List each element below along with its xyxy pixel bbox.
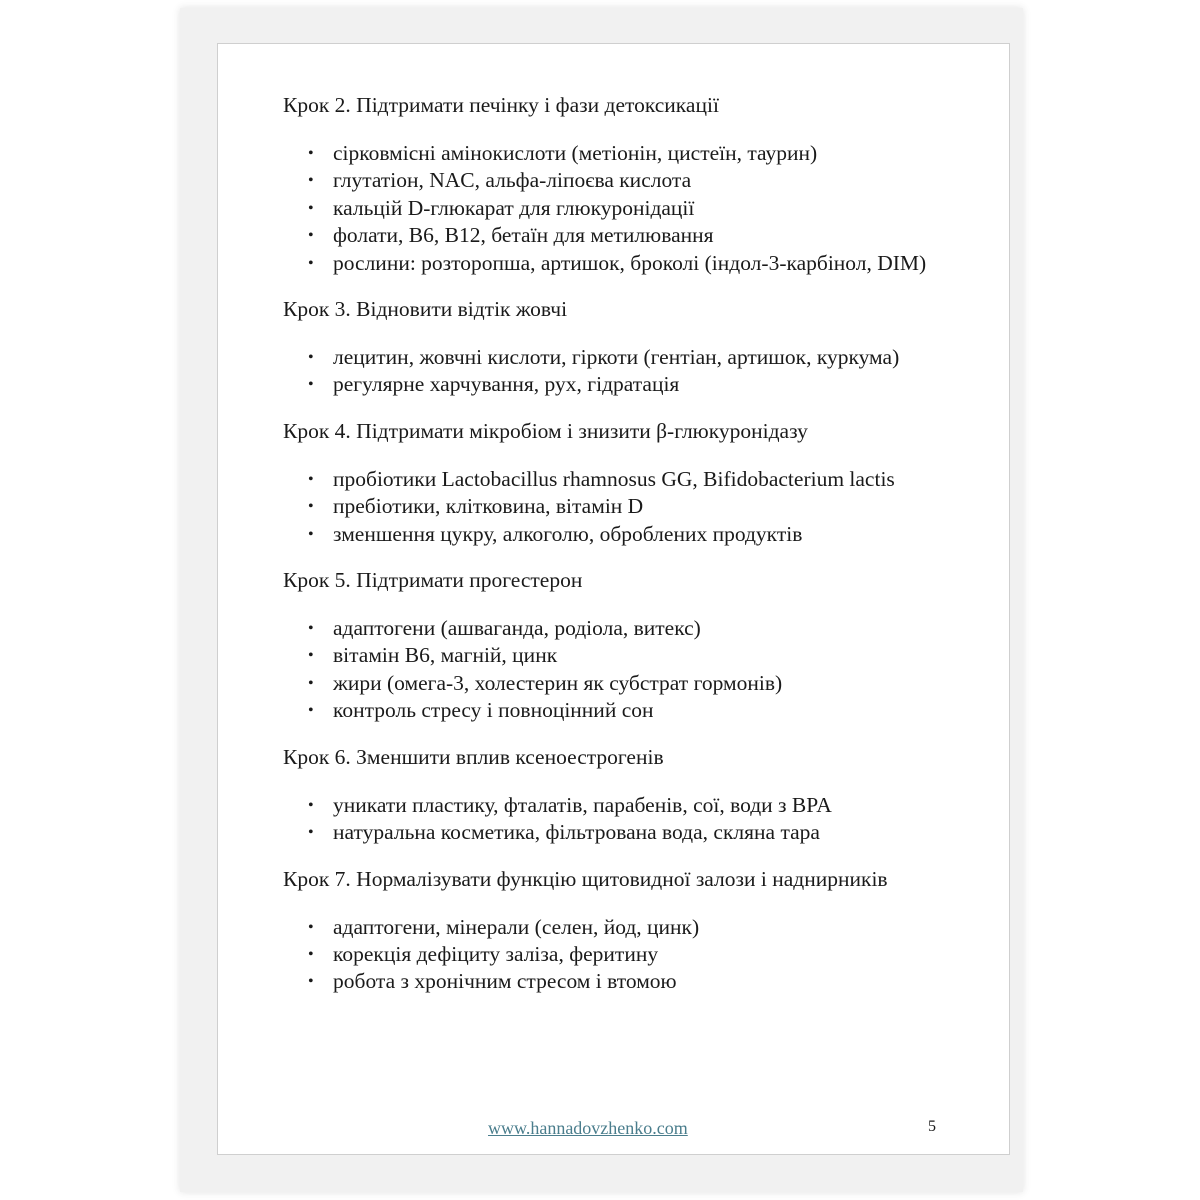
page-number: 5: [928, 1118, 936, 1135]
bullet-icon: •: [308, 525, 314, 543]
document-body: [283, 91, 937, 1014]
bullet-icon: •: [308, 796, 314, 814]
list-item: • уникати пластику, фталатів, парабенів, сої, води з BPA: [283, 792, 937, 819]
bullet-icon: •: [308, 254, 314, 272]
list-item: • лецитин, жовчні кислоти, гіркоти (гентіан, артишок, куркума): [283, 344, 937, 371]
step-6-heading: Крок 6. Зменшити вплив ксеноестрогенів: [283, 744, 664, 769]
list-item: • фолати, B6, B12, бетаїн для метилювання: [283, 222, 937, 249]
bullet-icon: •: [308, 674, 314, 692]
bullet-icon: •: [308, 918, 314, 936]
step-3-list: [283, 344, 937, 399]
list-item: • робота з хронічним стресом і втомою: [283, 968, 937, 995]
bullet-icon: •: [308, 620, 314, 638]
bullet-icon: •: [308, 349, 314, 367]
list-item: • кальцій D-глюкарат для глюкуронідації: [283, 195, 937, 222]
bullet-icon: •: [308, 172, 314, 190]
list-item: • адаптогени (ашваганда, родіола, витекс): [283, 615, 937, 642]
bullet-icon: •: [308, 145, 314, 162]
step-7-list: [283, 914, 937, 996]
list-item: • пробіотики Lactobacillus rhamnosus GG, Bifidobacterium lactis: [283, 466, 937, 493]
list-item: • глутатіон, NAC, альфа-ліпоєва кислота: [283, 167, 937, 194]
step-6-list: [283, 792, 937, 847]
step-5-list: [283, 615, 937, 725]
list-item: • натуральна косметика, фільтрована вода, скляна тара: [283, 819, 937, 846]
list-item: • сірковмісні амінокислоти (метіонін, цистеїн, таурин): [283, 140, 937, 167]
step-4-heading: Крок 4. Підтримати мікробіом і знизити β-глюкуронідазу: [283, 418, 808, 443]
list-item: • пребіотики, клітковина, вітамін D: [283, 493, 937, 520]
bullet-icon: •: [308, 376, 314, 394]
list-item: • вітамін B6, магній, цинк: [283, 642, 937, 669]
bullet-icon: •: [308, 647, 314, 665]
step-4-list: [283, 466, 937, 548]
website-link[interactable]: www.hannadovzhenko.com: [488, 1118, 688, 1138]
list-item: • рослини: розторопша, артишок, броколі (індол-3-карбінол, DIM): [283, 250, 937, 277]
bullet-icon: •: [308, 973, 314, 991]
bullet-icon: •: [308, 227, 314, 245]
bullet-icon: •: [308, 702, 314, 720]
step-2-list: [283, 140, 937, 277]
step-2-heading: Крок 2. Підтримати печінку і фази детоксикації: [283, 93, 719, 117]
bullet-icon: •: [308, 199, 314, 217]
bullet-icon: •: [308, 824, 314, 842]
bullet-icon: •: [308, 498, 314, 516]
list-item: • контроль стресу і повноцінний сон: [283, 697, 937, 724]
list-item: • адаптогени, мінерали (селен, йод, цинк): [283, 914, 937, 941]
step-3-heading: Крок 3. Відновити відтік жовчі: [283, 297, 568, 322]
list-item: • регулярне харчування, рух, гідратація: [283, 371, 937, 398]
step-7-heading: Крок 7. Нормалізувати функцію щитовидної залози і наднирників: [283, 866, 888, 891]
list-item: • жири (омега-3, холестерин як субстрат гормонів): [283, 670, 937, 697]
bullet-icon: •: [308, 945, 314, 963]
step-5-heading: Крок 5. Підтримати прогестерон: [283, 568, 583, 593]
list-item: • корекція дефіциту заліза, феритину: [283, 941, 937, 968]
list-item: • зменшення цукру, алкоголю, оброблених продуктів: [283, 521, 937, 548]
bullet-icon: •: [308, 470, 314, 488]
